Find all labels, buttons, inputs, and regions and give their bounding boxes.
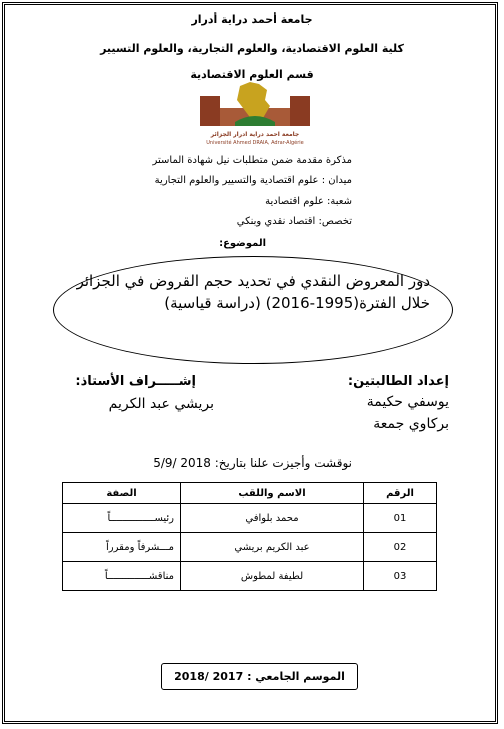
university-name: جامعة أحمد دراية أدرار bbox=[191, 13, 313, 26]
jury-header-row bbox=[63, 483, 437, 504]
thesis-title: دور المعروض النقدي في تحديد حجم القروض في الجزائر خلال الفترة(1995-2016) (دراسة قياسية) bbox=[76, 272, 430, 312]
faculty-name: كلية العلوم الاقتصادية، والعلوم التجارية، والعلوم التسيير bbox=[100, 42, 404, 55]
jury-member-role: مناقشــــــــــــــاً bbox=[63, 562, 181, 591]
jury-member-name: لطيفة لمطوش bbox=[181, 562, 364, 591]
jury-member-role: رئيســـــــــــــــاً bbox=[63, 504, 181, 533]
subject-label: الموضوع: bbox=[219, 238, 266, 249]
department-name: قسم العلوم الاقتصادية bbox=[190, 68, 314, 81]
specialty-line: تخصص: اقتصاد نقدي وبنكي bbox=[236, 216, 352, 227]
jury-header-role: الصفة bbox=[63, 483, 181, 504]
jury-member-role: مـــشرفاً ومقرراً bbox=[63, 533, 181, 562]
student-name-2: بركاوي جمعة bbox=[373, 416, 449, 432]
students-label: إعداد الطالبتين: bbox=[347, 374, 449, 389]
jury-number: 02 bbox=[364, 533, 437, 562]
logo-left-tower bbox=[200, 96, 220, 126]
field-line: ميدان : علوم اقتصادية والتسيير والعلوم التجارية bbox=[154, 175, 352, 186]
student-name-1: يوسفي حكيمة bbox=[366, 394, 449, 410]
academic-season: الموسم الجامعي : 2017 /2018 bbox=[161, 663, 358, 690]
table-row bbox=[63, 562, 437, 591]
jury-member-name: عبد الكريم بريشي bbox=[181, 533, 364, 562]
defense-date: نوقشت وأجيزت علنا بتاريخ: 2018 /5/9 bbox=[153, 456, 352, 470]
jury-number: 03 bbox=[364, 562, 437, 591]
branch-line: شعبة: علوم اقتصادية bbox=[265, 196, 352, 207]
jury-header-name: الاسم واللقب bbox=[181, 483, 364, 504]
jury-member-name: محمد بلوافي bbox=[181, 504, 364, 533]
university-logo bbox=[185, 78, 325, 148]
memo-statement: مذكرة مقدمة ضمن متطلبات نيل شهادة الماستر bbox=[152, 155, 352, 166]
logo-text-ar: جامعة احمد دراية ادرار الجزائر bbox=[210, 131, 300, 138]
table-row bbox=[63, 504, 437, 533]
jury-table bbox=[62, 482, 437, 591]
supervisor-name: بريشي عبد الكريم bbox=[108, 396, 214, 412]
table-row bbox=[63, 533, 437, 562]
logo-text-latin: Université Ahmed DRAIA, Adrar-Algérie bbox=[206, 140, 304, 146]
jury-number: 01 bbox=[364, 504, 437, 533]
supervisor-label: إشـــــراف الأستاذ: bbox=[75, 374, 196, 389]
logo-right-tower bbox=[290, 96, 310, 126]
jury-header-number: الرقم bbox=[364, 483, 437, 504]
